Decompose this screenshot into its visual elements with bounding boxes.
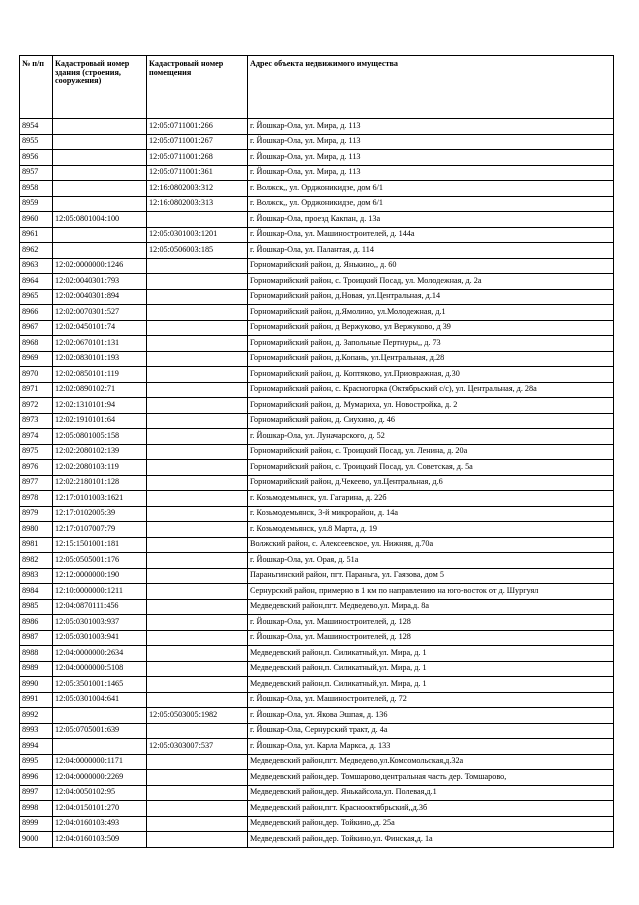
address-cell: Волжский район, с. Алексеевское, ул. Нижняя, д.70а — [248, 537, 614, 553]
address-cell: г. Йошкар-Ола, ул. Машиностроителей, д. 128 — [248, 630, 614, 646]
address-cell: Медведевский район,п. Силикатный,ул. Мира, д. 1 — [248, 677, 614, 693]
premises-cadastral-cell: 12:16:0802003:312 — [147, 181, 248, 197]
address-cell: г. Йошкар-Ола, ул. Якова Эшпая, д. 136 — [248, 708, 614, 724]
table-row — [20, 537, 614, 553]
building-cadastral-cell: 12:02:0830101:193 — [53, 351, 147, 367]
building-cadastral-cell: 12:04:0160103:493 — [53, 816, 147, 832]
table-row — [20, 708, 614, 724]
row-number-cell: 8958 — [20, 181, 53, 197]
table-row — [20, 661, 614, 677]
header-row-number: № п/п — [20, 56, 53, 119]
premises-cadastral-cell: 12:05:0506003:185 — [147, 243, 248, 259]
row-number-cell: 8988 — [20, 646, 53, 662]
building-cadastral-cell: 12:05:0801005:158 — [53, 429, 147, 445]
building-cadastral-cell: 12:02:0040301:793 — [53, 274, 147, 290]
row-number-cell: 8973 — [20, 413, 53, 429]
premises-cadastral-cell — [147, 274, 248, 290]
premises-cadastral-cell — [147, 413, 248, 429]
premises-cadastral-cell — [147, 816, 248, 832]
table-row — [20, 274, 614, 290]
table-row — [20, 258, 614, 274]
row-number-cell: 8968 — [20, 336, 53, 352]
table-row — [20, 444, 614, 460]
premises-cadastral-cell: 12:05:0711001:266 — [147, 119, 248, 135]
table-row — [20, 305, 614, 321]
premises-cadastral-cell: 12:05:0711001:267 — [147, 134, 248, 150]
premises-cadastral-cell: 12:05:0711001:361 — [147, 165, 248, 181]
table-row — [20, 522, 614, 538]
table-row — [20, 723, 614, 739]
premises-cadastral-cell — [147, 258, 248, 274]
table-row — [20, 243, 614, 259]
premises-cadastral-cell — [147, 754, 248, 770]
building-cadastral-cell — [53, 150, 147, 166]
premises-cadastral-cell — [147, 212, 248, 228]
address-cell: Горномарийский район, д. Запольные Пертнуры,, д. 73 — [248, 336, 614, 352]
table-row — [20, 367, 614, 383]
header-address: Адрес объекта недвижимого имущества — [248, 56, 614, 119]
row-number-cell: 8963 — [20, 258, 53, 274]
premises-cadastral-cell — [147, 429, 248, 445]
table-body — [20, 119, 614, 848]
address-cell: Медведевский район,п. Силикатный,ул. Мира, д. 1 — [248, 661, 614, 677]
table-header — [20, 56, 614, 119]
row-number-cell: 8971 — [20, 382, 53, 398]
table-row — [20, 568, 614, 584]
premises-cadastral-cell — [147, 491, 248, 507]
address-cell: г. Волжск,, ул. Орджоникидзе, дом 6/1 — [248, 196, 614, 212]
address-cell: Горномарийский район, с. Троицкий Посад, ул. Советская, д. 5а — [248, 460, 614, 476]
building-cadastral-cell — [53, 243, 147, 259]
building-cadastral-cell: 12:02:0670101:131 — [53, 336, 147, 352]
table-row — [20, 165, 614, 181]
header-premises-cadastral-number: Кадастровый номер помещения — [147, 56, 248, 119]
address-cell: Горномарийский район, с. Троицкий Посад, ул. Ленина, д. 20а — [248, 444, 614, 460]
address-cell: г. Йошкар-Ола, ул. Палантая, д. 114 — [248, 243, 614, 259]
row-number-cell: 8996 — [20, 770, 53, 786]
premises-cadastral-cell — [147, 785, 248, 801]
building-cadastral-cell: 12:04:0870111:456 — [53, 599, 147, 615]
building-cadastral-cell: 12:05:0301003:937 — [53, 615, 147, 631]
address-cell: г. Козьмодемьянск, ул. Гагарина, д. 22б — [248, 491, 614, 507]
address-cell: Медведевский район,дер. Янькайсола,ул. Полевая,д.1 — [248, 785, 614, 801]
row-number-cell: 8967 — [20, 320, 53, 336]
table-row — [20, 398, 614, 414]
table-row — [20, 584, 614, 600]
premises-cadastral-cell — [147, 832, 248, 848]
building-cadastral-cell: 12:02:0040301:894 — [53, 289, 147, 305]
premises-cadastral-cell — [147, 770, 248, 786]
table-row — [20, 553, 614, 569]
row-number-cell: 8965 — [20, 289, 53, 305]
building-cadastral-cell — [53, 165, 147, 181]
row-number-cell: 8959 — [20, 196, 53, 212]
building-cadastral-cell: 12:04:0000000:1171 — [53, 754, 147, 770]
address-cell: Горномарийский район, д Вержуково, ул Вержуково, д 39 — [248, 320, 614, 336]
premises-cadastral-cell — [147, 336, 248, 352]
address-cell: Параньгинский район, пгт. Параньга, ул. Гаязова, дом 5 — [248, 568, 614, 584]
building-cadastral-cell: 12:02:2080103:119 — [53, 460, 147, 476]
row-number-cell: 8984 — [20, 584, 53, 600]
premises-cadastral-cell — [147, 367, 248, 383]
building-cadastral-cell: 12:02:0000000:1246 — [53, 258, 147, 274]
table-row — [20, 801, 614, 817]
row-number-cell: 8962 — [20, 243, 53, 259]
address-cell: Горномарийский район, д.Ямолино, ул.Молодежная, д.1 — [248, 305, 614, 321]
premises-cadastral-cell — [147, 537, 248, 553]
address-cell: Сернурский район, примерно в 1 км по направлению на юго-восток от д. Шургуял — [248, 584, 614, 600]
row-number-cell: 8975 — [20, 444, 53, 460]
building-cadastral-cell: 12:04:0000000:2269 — [53, 770, 147, 786]
table-row — [20, 320, 614, 336]
address-cell: г. Козьмодемьянск, ул.8 Марта, д. 19 — [248, 522, 614, 538]
row-number-cell: 8978 — [20, 491, 53, 507]
premises-cadastral-cell — [147, 320, 248, 336]
table-row — [20, 227, 614, 243]
building-cadastral-cell — [53, 119, 147, 135]
address-cell: г. Йошкар-Ола, ул. Машиностроителей, д. 128 — [248, 615, 614, 631]
row-number-cell: 8977 — [20, 475, 53, 491]
address-cell: г. Йошкар-Ола, ул. Мира, д. 113 — [248, 150, 614, 166]
row-number-cell: 8980 — [20, 522, 53, 538]
building-cadastral-cell: 12:10:0000000:1211 — [53, 584, 147, 600]
building-cadastral-cell: 12:17:0107007:79 — [53, 522, 147, 538]
table-row — [20, 460, 614, 476]
address-cell: г. Козьмодемьянск, 3-й микрорайон, д. 14а — [248, 506, 614, 522]
building-cadastral-cell — [53, 227, 147, 243]
building-cadastral-cell: 12:02:0890102:71 — [53, 382, 147, 398]
row-number-cell: 8957 — [20, 165, 53, 181]
row-number-cell: 8994 — [20, 739, 53, 755]
building-cadastral-cell: 12:05:0801004:100 — [53, 212, 147, 228]
address-cell: Горномарийский район, д.Копань, ул.Центральная, д.28 — [248, 351, 614, 367]
row-number-cell: 8981 — [20, 537, 53, 553]
row-number-cell: 8983 — [20, 568, 53, 584]
row-number-cell: 8961 — [20, 227, 53, 243]
row-number-cell: 8976 — [20, 460, 53, 476]
table-row — [20, 475, 614, 491]
row-number-cell: 8970 — [20, 367, 53, 383]
table-row — [20, 615, 614, 631]
address-cell: Медведевский район,пгт. Краснооктябрьский,,д.3б — [248, 801, 614, 817]
address-cell: Медведевский район,п. Силикатный,ул. Мира, д. 1 — [248, 646, 614, 662]
building-cadastral-cell — [53, 196, 147, 212]
address-cell: г. Йошкар-Ола, Сернурский тракт, д. 4а — [248, 723, 614, 739]
row-number-cell: 8969 — [20, 351, 53, 367]
building-cadastral-cell: 12:02:2080102:139 — [53, 444, 147, 460]
premises-cadastral-cell — [147, 305, 248, 321]
address-cell: г. Йошкар-Ола, ул. Машиностроителей, д. 72 — [248, 692, 614, 708]
table-row — [20, 677, 614, 693]
address-cell: Медведевский район,дер. Томшарово,центральная часть дер. Томшарово, — [248, 770, 614, 786]
table-row — [20, 150, 614, 166]
premises-cadastral-cell — [147, 444, 248, 460]
building-cadastral-cell: 12:17:0102005:39 — [53, 506, 147, 522]
premises-cadastral-cell — [147, 568, 248, 584]
building-cadastral-cell: 12:05:3501001:1465 — [53, 677, 147, 693]
address-cell: г. Йошкар-Ола, ул. Карла Маркса, д. 133 — [248, 739, 614, 755]
address-cell: г. Йошкар-Ола, ул. Мира, д. 113 — [248, 165, 614, 181]
row-number-cell: 8992 — [20, 708, 53, 724]
premises-cadastral-cell — [147, 506, 248, 522]
premises-cadastral-cell — [147, 289, 248, 305]
premises-cadastral-cell — [147, 723, 248, 739]
premises-cadastral-cell — [147, 677, 248, 693]
building-cadastral-cell — [53, 181, 147, 197]
address-cell: Медведевский район,пгт. Медведево,ул.Комсомольская,д.32а — [248, 754, 614, 770]
table-row — [20, 351, 614, 367]
row-number-cell: 8956 — [20, 150, 53, 166]
premises-cadastral-cell — [147, 398, 248, 414]
table-row — [20, 816, 614, 832]
table-row — [20, 770, 614, 786]
row-number-cell: 8989 — [20, 661, 53, 677]
address-cell: г. Йошкар-Ола, ул. Машиностроителей, д. 144а — [248, 227, 614, 243]
address-cell: Горномарийский район, д. Мумариха, ул. Новостройка, д. 2 — [248, 398, 614, 414]
premises-cadastral-cell: 12:05:0301003:1201 — [147, 227, 248, 243]
address-cell: Медведевский район,дер. Тойкино,,д. 25а — [248, 816, 614, 832]
table-row — [20, 336, 614, 352]
building-cadastral-cell: 12:02:1310101:94 — [53, 398, 147, 414]
address-cell: г. Волжск,, ул. Орджоникидзе, дом 6/1 — [248, 181, 614, 197]
row-number-cell: 8966 — [20, 305, 53, 321]
address-cell: Горномарийский район, д. Коптяково, ул.Приовражная, д.30 — [248, 367, 614, 383]
table-row — [20, 491, 614, 507]
premises-cadastral-cell: 12:05:0711001:268 — [147, 150, 248, 166]
building-cadastral-cell: 12:12:0000000:190 — [53, 568, 147, 584]
premises-cadastral-cell — [147, 801, 248, 817]
premises-cadastral-cell — [147, 475, 248, 491]
table-row — [20, 739, 614, 755]
building-cadastral-cell: 12:04:0150101:270 — [53, 801, 147, 817]
premises-cadastral-cell — [147, 351, 248, 367]
building-cadastral-cell: 12:04:0000000:5108 — [53, 661, 147, 677]
address-cell: г. Йошкар-Ола, ул. Орая, д. 51а — [248, 553, 614, 569]
premises-cadastral-cell — [147, 522, 248, 538]
table-row — [20, 832, 614, 848]
table-row — [20, 134, 614, 150]
address-cell: Горномарийский район, д.Новая, ул.Центральная, д.14 — [248, 289, 614, 305]
table-row — [20, 754, 614, 770]
building-cadastral-cell: 12:04:0160103:509 — [53, 832, 147, 848]
row-number-cell: 8982 — [20, 553, 53, 569]
row-number-cell: 9000 — [20, 832, 53, 848]
building-cadastral-cell: 12:02:1910101:64 — [53, 413, 147, 429]
row-number-cell: 8999 — [20, 816, 53, 832]
address-cell: Горномарийский район, с. Троицкий Посад, ул. Молодежная, д. 2а — [248, 274, 614, 290]
row-number-cell: 8991 — [20, 692, 53, 708]
table-row — [20, 692, 614, 708]
address-cell: Медведевский район,пгт. Медведево,ул. Мира,д. 8а — [248, 599, 614, 615]
building-cadastral-cell: 12:15:1501001:181 — [53, 537, 147, 553]
building-cadastral-cell: 12:05:0301004:641 — [53, 692, 147, 708]
premises-cadastral-cell: 12:05:0503005:1982 — [147, 708, 248, 724]
building-cadastral-cell: 12:04:0050102:95 — [53, 785, 147, 801]
address-cell: г. Йошкар-Ола, ул. Мира, д. 113 — [248, 134, 614, 150]
table-row — [20, 646, 614, 662]
row-number-cell: 8964 — [20, 274, 53, 290]
table-row — [20, 630, 614, 646]
building-cadastral-cell: 12:05:0505001:176 — [53, 553, 147, 569]
building-cadastral-cell: 12:17:0101003:1621 — [53, 491, 147, 507]
row-number-cell: 8972 — [20, 398, 53, 414]
row-number-cell: 8993 — [20, 723, 53, 739]
address-cell: г. Йошкар-Ола, ул. Мира, д. 113 — [248, 119, 614, 135]
building-cadastral-cell: 12:02:0070301:527 — [53, 305, 147, 321]
header-row — [20, 56, 614, 119]
row-number-cell: 8974 — [20, 429, 53, 445]
table-row — [20, 196, 614, 212]
property-registry-table — [19, 55, 614, 848]
row-number-cell: 8960 — [20, 212, 53, 228]
table-row — [20, 289, 614, 305]
premises-cadastral-cell — [147, 460, 248, 476]
premises-cadastral-cell — [147, 584, 248, 600]
row-number-cell: 8997 — [20, 785, 53, 801]
row-number-cell: 8998 — [20, 801, 53, 817]
row-number-cell: 8986 — [20, 615, 53, 631]
address-cell: Медведевский район,дер. Тойкино,ул. Финская,д. 1а — [248, 832, 614, 848]
table-row — [20, 599, 614, 615]
premises-cadastral-cell — [147, 615, 248, 631]
building-cadastral-cell: 12:05:0705001:639 — [53, 723, 147, 739]
table-row — [20, 413, 614, 429]
building-cadastral-cell: 12:02:2180101:128 — [53, 475, 147, 491]
building-cadastral-cell — [53, 708, 147, 724]
row-number-cell: 8955 — [20, 134, 53, 150]
table-row — [20, 382, 614, 398]
address-cell: Горномарийский район, д. Сиухино, д. 46 — [248, 413, 614, 429]
premises-cadastral-cell — [147, 630, 248, 646]
row-number-cell: 8954 — [20, 119, 53, 135]
address-cell: Горномарийский район, д.Чекеево, ул.Центральная, д.6 — [248, 475, 614, 491]
table-row — [20, 785, 614, 801]
building-cadastral-cell: 12:04:0000000:2634 — [53, 646, 147, 662]
row-number-cell: 8979 — [20, 506, 53, 522]
premises-cadastral-cell — [147, 599, 248, 615]
row-number-cell: 8990 — [20, 677, 53, 693]
building-cadastral-cell — [53, 134, 147, 150]
table-row — [20, 212, 614, 228]
address-cell: Горномарийский район, с. Красногорка (Октябрьский с/с), ул. Центральная, д. 28а — [248, 382, 614, 398]
building-cadastral-cell — [53, 739, 147, 755]
row-number-cell: 8985 — [20, 599, 53, 615]
address-cell: г. Йошкар-Ола, ул. Луначарского, д. 52 — [248, 429, 614, 445]
building-cadastral-cell: 12:02:0850101:119 — [53, 367, 147, 383]
table-row — [20, 429, 614, 445]
premises-cadastral-cell — [147, 692, 248, 708]
premises-cadastral-cell — [147, 646, 248, 662]
row-number-cell: 8995 — [20, 754, 53, 770]
premises-cadastral-cell — [147, 382, 248, 398]
building-cadastral-cell: 12:05:0301003:941 — [53, 630, 147, 646]
table-row — [20, 119, 614, 135]
premises-cadastral-cell: 12:16:0802003:313 — [147, 196, 248, 212]
table-row — [20, 506, 614, 522]
building-cadastral-cell: 12:02:0450101:74 — [53, 320, 147, 336]
address-cell: г. Йошкар-Ола, проезд Какпан, д. 13а — [248, 212, 614, 228]
premises-cadastral-cell — [147, 553, 248, 569]
address-cell: Горномарийский район, д. Янькино,, д. 60 — [248, 258, 614, 274]
premises-cadastral-cell: 12:05:0303007:537 — [147, 739, 248, 755]
header-building-cadastral-number: Кадастровый номер здания (строения, сооружения) — [53, 56, 147, 119]
premises-cadastral-cell — [147, 661, 248, 677]
table-row — [20, 181, 614, 197]
row-number-cell: 8987 — [20, 630, 53, 646]
